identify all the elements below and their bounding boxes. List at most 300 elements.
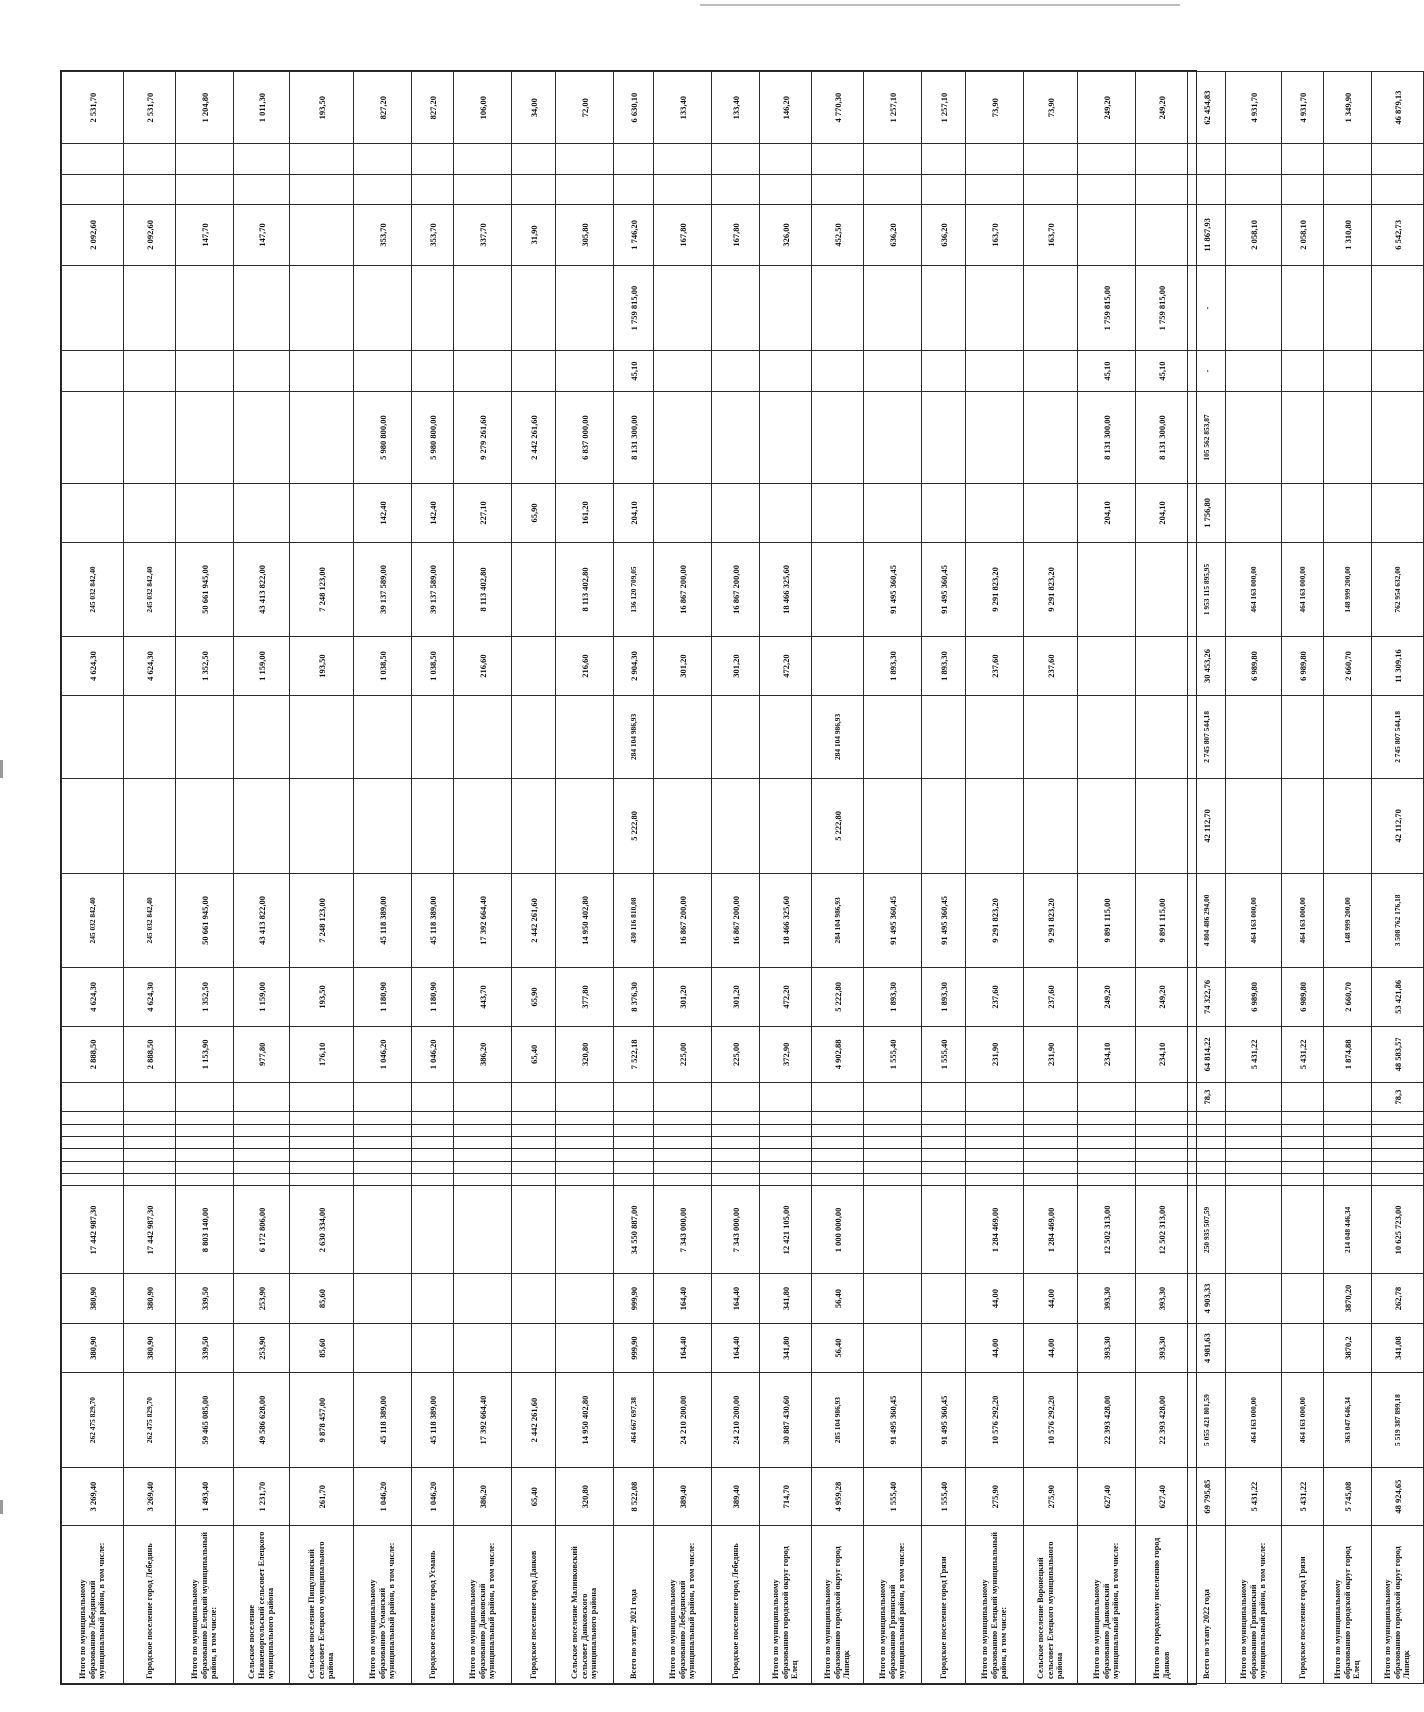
table-cell: 147,70	[234, 205, 290, 266]
table-cell	[412, 1161, 454, 1173]
table-cell	[864, 351, 922, 392]
table-cell	[1372, 144, 1424, 174]
table-cell	[62, 1174, 124, 1186]
table-cell: 4 931,70	[1282, 72, 1324, 144]
table-cell: 249,20	[1078, 72, 1136, 144]
table-cell: 48 583,57	[1372, 1026, 1424, 1082]
table-cell	[556, 1082, 614, 1111]
table-cell: 1 555,40	[922, 1026, 966, 1082]
table-cell: 1 046,20	[354, 1026, 412, 1082]
table-cell	[712, 1082, 760, 1111]
table-cell	[454, 1082, 512, 1111]
table-cell	[1078, 174, 1136, 204]
table-cell	[1024, 1136, 1078, 1148]
table-cell: 2 745 807 544,18	[1188, 695, 1226, 778]
table-cell	[1188, 1136, 1226, 1148]
table-cell	[1024, 1161, 1078, 1173]
table-cell: 1 159,00	[234, 637, 290, 696]
table-cell	[922, 1174, 966, 1186]
table-cell	[290, 144, 354, 174]
table-cell	[1078, 695, 1136, 778]
table-cell: 9 878 457,00	[290, 1373, 354, 1468]
table-cell	[1226, 391, 1282, 483]
table-cell	[654, 1112, 712, 1124]
table-cell: 9 891 115,00	[1136, 873, 1188, 968]
table-cell: 2 660,70	[1324, 637, 1372, 696]
table-cell	[1078, 1174, 1136, 1186]
table-cell: 6 989,80	[1226, 637, 1282, 696]
table-cell: 78,3	[1188, 1082, 1226, 1111]
table-cell	[1024, 265, 1078, 351]
table-cell	[124, 1112, 176, 1124]
table-cell	[1324, 391, 1372, 483]
table-row	[1324, 72, 1372, 1684]
table-cell	[62, 1161, 124, 1173]
table-cell	[812, 637, 864, 696]
table-cell: 6 989,80	[1282, 637, 1324, 696]
table-cell: 275,90	[1024, 1467, 1078, 1526]
table-cell: 353,70	[354, 205, 412, 266]
table-cell: 9 291 823,20	[966, 873, 1024, 968]
table-cell: 45,10	[1136, 351, 1188, 392]
table-cell	[1078, 1082, 1136, 1111]
table-cell: 5 980 800,00	[412, 391, 454, 483]
table-cell	[1324, 779, 1372, 874]
table-cell	[760, 144, 812, 174]
row-label: Итого по муниципальному образованию Данковский муниципальный район, в том числе:	[454, 1526, 512, 1684]
table-cell	[176, 1124, 234, 1136]
table-cell: 45 118 389,00	[354, 1373, 412, 1468]
table-cell: 16 867 200,00	[712, 542, 760, 637]
row-label: Итого по муниципальному образованию городской округ город Елец	[1324, 1526, 1372, 1684]
table-cell: 10 576 292,20	[966, 1373, 1024, 1468]
table-cell: 320,80	[556, 1026, 614, 1082]
table-cell: 1 284 469,00	[1024, 1186, 1078, 1274]
table-cell: 44,00	[966, 1323, 1024, 1373]
table-cell	[62, 1149, 124, 1161]
table-cell: 91 495 360,45	[864, 542, 922, 637]
table-cell: 50 661 945,00	[176, 542, 234, 637]
table-cell	[454, 1161, 512, 1173]
table-row	[654, 72, 712, 1684]
row-label: Итого по муниципальному образованию Лебедянский муниципальный район, в том числе:	[654, 1526, 712, 1684]
table-cell	[176, 174, 234, 204]
table-cell: 164,40	[712, 1274, 760, 1324]
table-cell: 285 104 986,93	[812, 1373, 864, 1468]
table-cell: 18 466 325,60	[760, 873, 812, 968]
table-cell: 73,90	[966, 72, 1024, 144]
table-cell: 464 163 000,00	[1282, 542, 1324, 637]
table-cell	[290, 695, 354, 778]
table-cell	[864, 1274, 922, 1324]
table-cell	[1136, 1174, 1188, 1186]
table-cell: 1 257,10	[922, 72, 966, 144]
table-cell	[454, 1112, 512, 1124]
table-cell: 11 309,16	[1372, 637, 1424, 696]
table-cell: 1 953 115 895,95	[1188, 542, 1226, 637]
table-cell	[1226, 779, 1282, 874]
table-cell: 8 803 140,00	[176, 1186, 234, 1274]
table-cell	[922, 1136, 966, 1148]
table-cell: 2 888,50	[124, 1026, 176, 1082]
table-cell: 284 104 986,93	[812, 695, 864, 778]
table-cell: 65,40	[512, 1026, 556, 1082]
table-cell	[512, 637, 556, 696]
table-cell: 1 159,00	[234, 968, 290, 1027]
table-cell: 164,40	[654, 1274, 712, 1324]
table-cell: 91 495 360,45	[922, 873, 966, 968]
table-cell: 56,40	[812, 1323, 864, 1373]
table-cell: 464 667 697,38	[614, 1373, 654, 1468]
table-cell	[922, 144, 966, 174]
table-cell	[712, 265, 760, 351]
table-cell: 2 531,70	[62, 72, 124, 144]
table-cell: 2 660,70	[1324, 968, 1372, 1027]
table-cell: 7 248 123,00	[290, 873, 354, 968]
table-cell: 5 431,22	[1282, 1467, 1324, 1526]
table-cell	[1226, 1082, 1282, 1111]
table-cell	[812, 351, 864, 392]
table-cell	[290, 779, 354, 874]
table-cell	[354, 1136, 412, 1148]
table-cell	[234, 484, 290, 543]
table-cell	[1324, 351, 1372, 392]
table-cell	[62, 265, 124, 351]
table-cell	[712, 695, 760, 778]
table-cell	[922, 351, 966, 392]
table-row	[512, 72, 556, 1684]
table-cell	[556, 1112, 614, 1124]
table-cell: 39 137 589,00	[354, 542, 412, 637]
table-cell: 341,80	[760, 1274, 812, 1324]
row-label: Итого по муниципальному образованию Лебедянский муниципальный район, в том числе:	[62, 1526, 124, 1684]
table-cell: 4 931,70	[1226, 72, 1282, 144]
row-label: Сельское поселение Малинковский сельсовет Данковского муниципального района	[556, 1526, 614, 1684]
table-cell	[654, 1124, 712, 1136]
table-cell: 2 092,60	[62, 205, 124, 266]
table-cell	[966, 484, 1024, 543]
row-label: Сельское поселение Воронецкий сельсовет Елецкого муниципального района	[1024, 1526, 1078, 1684]
table-cell: 216,60	[454, 637, 512, 696]
table-cell: 17 442 987,30	[124, 1186, 176, 1274]
table-cell	[760, 484, 812, 543]
table-cell	[966, 351, 1024, 392]
table-cell: 1 153,90	[176, 1026, 234, 1082]
table-cell: 372,90	[760, 1026, 812, 1082]
table-cell	[1226, 1149, 1282, 1161]
table-cell: 85,60	[290, 1274, 354, 1324]
table-cell: 1 046,20	[354, 1467, 412, 1526]
row-label: Итого по муниципальному образованию Елецкий муниципальный район, в том числе:	[966, 1526, 1024, 1684]
table-cell	[354, 1186, 412, 1274]
table-cell: 6 172 806,00	[234, 1186, 290, 1274]
table-cell	[1324, 1161, 1372, 1173]
table-cell	[760, 391, 812, 483]
table-cell	[1372, 1149, 1424, 1161]
table-cell	[1136, 205, 1188, 266]
table-cell	[1282, 1124, 1324, 1136]
table-cell	[234, 265, 290, 351]
table-cell	[864, 1124, 922, 1136]
table-cell	[176, 391, 234, 483]
table-cell: 65,40	[512, 1467, 556, 1526]
table-cell: 42 112,70	[1372, 779, 1424, 874]
row-label: Итого по муниципальному образованию городской округ город Липецк	[812, 1526, 864, 1684]
table-cell: 301,20	[712, 637, 760, 696]
table-cell	[1136, 1136, 1188, 1148]
table-cell	[556, 1274, 614, 1324]
table-cell	[1078, 1149, 1136, 1161]
table-cell: 24 210 200,00	[712, 1373, 760, 1468]
table-cell: 339,50	[176, 1323, 234, 1373]
table-cell	[966, 1124, 1024, 1136]
table-cell	[1078, 779, 1136, 874]
table-cell: 16 867 200,00	[654, 542, 712, 637]
table-cell	[1078, 1136, 1136, 1148]
table-cell: 1 746,20	[614, 205, 654, 266]
table-cell: 62 454,83	[1188, 72, 1226, 144]
table-row	[124, 72, 176, 1684]
table-cell: 147,70	[176, 205, 234, 266]
table-cell: 245 032 842,40	[124, 873, 176, 968]
table-cell: 1 349,90	[1324, 72, 1372, 144]
table-cell: 380,90	[62, 1323, 124, 1373]
row-label: Итого по муниципальному образованию Грязинский муниципальный район, в том числе:	[1226, 1526, 1282, 1684]
table-cell: 18 466 325,60	[760, 542, 812, 637]
table-cell	[1136, 695, 1188, 778]
table-cell: 464 163 000,00	[1226, 1373, 1282, 1468]
table-row	[1078, 72, 1136, 1684]
table-cell: 5 519 387 899,18	[1372, 1373, 1424, 1468]
table-cell	[354, 1161, 412, 1173]
table-cell	[290, 484, 354, 543]
table-cell	[760, 1149, 812, 1161]
table-cell: 78,3	[1372, 1082, 1424, 1111]
table-cell	[62, 1112, 124, 1124]
table-cell	[1324, 144, 1372, 174]
table-cell: 1 257,10	[864, 72, 922, 144]
table-cell	[354, 1174, 412, 1186]
table-cell: 8 131 300,00	[1136, 391, 1188, 483]
table-cell	[454, 351, 512, 392]
table-cell	[290, 1112, 354, 1124]
table-cell: 250 935 507,59	[1188, 1186, 1226, 1274]
table-cell	[354, 1149, 412, 1161]
table-cell	[1136, 637, 1188, 696]
table-cell: 12 502 313,00	[1078, 1186, 1136, 1274]
table-cell	[290, 265, 354, 351]
row-label: Городское поселение город Грязи	[1282, 1526, 1324, 1684]
table-cell: 2 442 261,60	[512, 873, 556, 968]
table-cell	[922, 779, 966, 874]
table-cell: 627,40	[1136, 1467, 1188, 1526]
table-cell: 337,70	[454, 205, 512, 266]
table-cell	[62, 144, 124, 174]
table-cell: 5 431,22	[1226, 1026, 1282, 1082]
table-cell	[234, 391, 290, 483]
table-cell: 714,70	[760, 1467, 812, 1526]
table-cell: 3 269,40	[124, 1467, 176, 1526]
table-cell	[62, 695, 124, 778]
table-cell	[354, 1274, 412, 1324]
table-cell: 204,10	[1136, 484, 1188, 543]
table-cell	[864, 484, 922, 543]
table-cell	[1078, 637, 1136, 696]
table-cell	[1078, 1161, 1136, 1173]
table-cell: 2 888,50	[62, 1026, 124, 1082]
table-cell	[614, 174, 654, 204]
table-cell	[864, 695, 922, 778]
table-cell: 73,90	[1024, 72, 1078, 144]
table-cell	[812, 265, 864, 351]
table-cell	[654, 351, 712, 392]
table-cell: 262,78	[1372, 1274, 1424, 1324]
table-cell	[966, 1136, 1024, 1148]
table-cell	[1226, 144, 1282, 174]
table-cell: 301,20	[654, 637, 712, 696]
table-cell: 91 495 360,45	[922, 542, 966, 637]
table-cell: 393,30	[1078, 1323, 1136, 1373]
table-cell	[614, 1174, 654, 1186]
table-cell	[712, 484, 760, 543]
table-row	[812, 72, 864, 1684]
table-cell	[556, 779, 614, 874]
table-cell	[512, 1124, 556, 1136]
table-cell: 17 392 664,40	[454, 1373, 512, 1468]
table-cell	[1188, 1174, 1226, 1186]
table-cell: 284 104 986,93	[614, 695, 654, 778]
table-cell	[62, 779, 124, 874]
table-cell: 22 393 428,00	[1078, 1373, 1136, 1468]
table-cell	[234, 1112, 290, 1124]
table-cell	[1324, 1136, 1372, 1148]
table-cell	[354, 1112, 412, 1124]
table-cell	[654, 265, 712, 351]
table-cell	[234, 1149, 290, 1161]
table-cell: 45 118 389,00	[412, 1373, 454, 1468]
table-cell	[1136, 144, 1188, 174]
table-cell	[454, 1274, 512, 1324]
table-cell	[654, 391, 712, 483]
table-cell	[556, 1149, 614, 1161]
row-label: Итого по муниципальному образованию Усманский муниципальный район, в том числе:	[354, 1526, 412, 1684]
table-cell	[1136, 1124, 1188, 1136]
table-cell: 8 113 402,80	[556, 542, 614, 637]
table-cell	[1226, 1186, 1282, 1274]
table-cell	[1226, 1136, 1282, 1148]
table-cell	[1024, 1124, 1078, 1136]
table-cell	[1282, 391, 1324, 483]
table-cell	[234, 1174, 290, 1186]
table-cell: 214 048 446,34	[1324, 1186, 1372, 1274]
table-cell	[922, 695, 966, 778]
table-cell	[124, 265, 176, 351]
table-cell	[864, 1323, 922, 1373]
table-cell: 393,30	[1136, 1274, 1188, 1324]
table-cell	[812, 174, 864, 204]
table-cell: 12 502 313,00	[1136, 1186, 1188, 1274]
table-cell: 341,80	[760, 1323, 812, 1373]
table-cell	[1282, 779, 1324, 874]
table-cell	[1136, 1112, 1188, 1124]
table-cell	[354, 144, 412, 174]
table-cell: 3 269,40	[62, 1467, 124, 1526]
table-cell	[354, 1323, 412, 1373]
table-cell: 56,40	[812, 1274, 864, 1324]
table-cell	[290, 174, 354, 204]
table-cell	[760, 1082, 812, 1111]
table-cell	[712, 174, 760, 204]
table-cell	[1226, 1124, 1282, 1136]
table-cell: 380,90	[62, 1274, 124, 1324]
table-cell	[864, 265, 922, 351]
table-cell	[966, 1149, 1024, 1161]
table-cell: 999,90	[614, 1274, 654, 1324]
row-label: Городское поселение город Усмань	[412, 1526, 454, 1684]
table-cell: 31,90	[512, 205, 556, 266]
table-cell: 146,20	[760, 72, 812, 144]
table-row	[1024, 72, 1078, 1684]
table-cell: 4 804 486 294,00	[1188, 873, 1226, 968]
table-cell	[1324, 1082, 1372, 1111]
table-cell	[1282, 1112, 1324, 1124]
table-cell	[290, 351, 354, 392]
table-cell: 464 163 000,00	[1226, 873, 1282, 968]
table-cell	[966, 1161, 1024, 1173]
table-cell	[1078, 144, 1136, 174]
table-cell: 1 046,20	[412, 1026, 454, 1082]
table-cell	[654, 144, 712, 174]
table-cell: 204,10	[1078, 484, 1136, 543]
table-cell: 6 989,80	[1282, 968, 1324, 1027]
table-cell: 1 759 815,00	[614, 265, 654, 351]
table-cell	[922, 265, 966, 351]
table-cell	[812, 1112, 864, 1124]
table-cell	[556, 1323, 614, 1373]
table-cell	[1136, 1161, 1188, 1173]
table-cell: -	[1188, 351, 1226, 392]
table-cell: 6 989,80	[1226, 968, 1282, 1027]
table-cell	[1024, 1149, 1078, 1161]
table-cell	[176, 351, 234, 392]
table-cell: 4 624,30	[62, 637, 124, 696]
table-cell: 9 279 261,60	[454, 391, 512, 483]
table-cell	[556, 174, 614, 204]
table-row	[454, 72, 512, 1684]
table-cell	[922, 1274, 966, 1324]
table-cell	[1078, 1112, 1136, 1124]
table-cell	[1226, 484, 1282, 543]
table-cell: 1 555,40	[864, 1467, 922, 1526]
table-row	[1136, 72, 1188, 1684]
table-cell: 301,20	[654, 968, 712, 1027]
table-cell: 1 893,30	[922, 637, 966, 696]
table-cell: 5 055 421 801,59	[1188, 1373, 1226, 1468]
table-cell	[966, 779, 1024, 874]
table-cell: 1 874,88	[1324, 1026, 1372, 1082]
table-cell	[412, 695, 454, 778]
table-cell: 85,60	[290, 1323, 354, 1373]
table-cell: 393,30	[1078, 1274, 1136, 1324]
table-cell	[234, 1161, 290, 1173]
table-row	[176, 72, 234, 1684]
table-cell: 1 493,40	[176, 1467, 234, 1526]
table-cell	[1282, 1274, 1324, 1324]
table-cell	[1372, 1174, 1424, 1186]
table-cell	[454, 144, 512, 174]
table-cell	[1372, 1112, 1424, 1124]
table-cell	[1078, 542, 1136, 637]
